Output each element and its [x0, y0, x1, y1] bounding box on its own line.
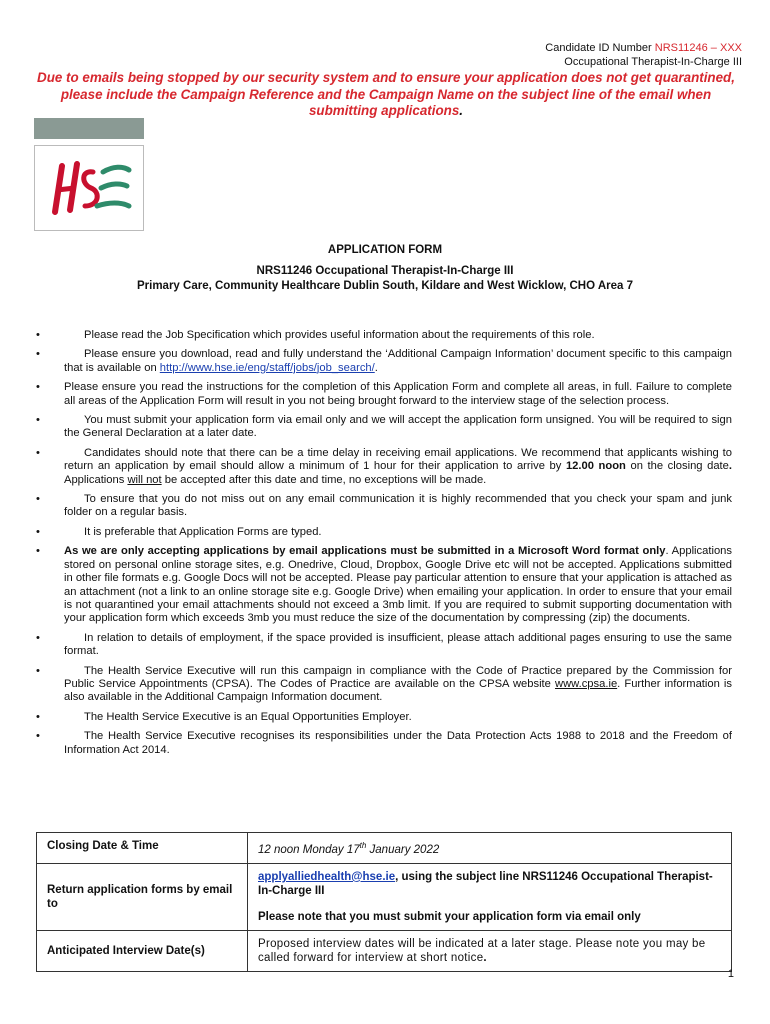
list-item: • It is preferable that Application Forms are typed. [36, 525, 322, 538]
closing-date-value: 12 noon Monday 17th January 2022 [248, 833, 732, 864]
list-item: • Please ensure you download, read and fully understand the ‘Additional Campaign Information’ document specific to this campaign that is available on http://www.hse.ie/eng/staff/jobs/job_search/. [36, 348, 732, 374]
interview-value: Proposed interview dates will be indicated at a later stage. Please note you may be called forward for interview at short notice. [248, 930, 732, 971]
list-item: • Candidates should note that there can be a time delay in receiving email applications. We recommend that applicants wishing to return an application by email should allow a minimum of 1 hour for their application to arrive by 12.00 noon on the closing date. Applications will not be accepted after this date and time, no exceptions will be made. [36, 446, 732, 486]
candidate-id-label: Candidate ID Number [545, 42, 655, 54]
bullet-icon: • [36, 631, 40, 644]
hse-logo-icon [35, 146, 143, 230]
page-number: 1 [727, 968, 734, 980]
list-item: • The Health Service Executive recognises its responsibilities under the Data Protection Acts 1988 to 2018 and the Freedom of Information Act 2014. [36, 730, 732, 756]
list-item: • As we are only accepting applications by email applications must be submitted in a Microsoft Word format only. Applications stored on personal online storage sites, e.g. Onedrive, Cloud, Dropbox, Google Drive etc will not be accepted. Applications submitted in other file formats e.g. Google Docs will not be accepted. Please pay particular attention to ensure that your application is attached as an attachment (not a link to an online storage site e.g. Google Drive) when emailing your application. In order to ensure that your email is not quarantined your email attachments should not exceed a 3mb limit. If you are required to submit supporting documentation with your application form which exceeds 3mb you must reduce the size of the documentation by compressing (zip) the documents. [36, 545, 732, 625]
jobs-link[interactable]: http://www.hse.ie/eng/staff/jobs/job_search/ [159, 361, 375, 374]
grey-banner [34, 118, 144, 139]
bullet-icon: • [36, 446, 40, 459]
candidate-id-value: NRS11246 – XXX [654, 42, 742, 54]
bullet-icon: • [36, 710, 40, 723]
list-item: • Please read the Job Specification which provides useful information about the requirements of this role. [36, 329, 595, 341]
list-item: • To ensure that you do not miss out on any email communication it is highly recommended that you check your spam and junk folder on a regular basis. [36, 493, 732, 519]
table-row [37, 930, 732, 971]
key-info-table [36, 832, 732, 972]
header-job-title: Occupational Therapist-In-Charge III [564, 56, 742, 68]
campaign-title: NRS11246 Occupational Therapist-In-Charge III [256, 265, 514, 277]
bullet-icon: • [36, 329, 40, 341]
bullet-icon: • [36, 664, 40, 677]
bullet-icon: • [36, 545, 40, 558]
email-notice-text: Due to emails being stopped by our security system and to ensure your application does not get quarantined, please include the Campaign Reference and the Campaign Name on the subject line of the email when submitting applications [37, 70, 735, 118]
list-item: • You must submit your application form via email only and we will accept the application form unsigned. You will be required to sign the General Declaration at a later date. [36, 414, 732, 440]
bullet-icon: • [36, 381, 40, 394]
email-notice-end: . [459, 103, 463, 118]
table-row [37, 863, 732, 930]
table-row [37, 833, 732, 864]
bullet-icon: • [36, 525, 40, 538]
instructions-list [36, 329, 732, 763]
email-only-note: Please note that you must submit your application form via email only [258, 910, 641, 923]
list-item: • The Health Service Executive is an Equal Opportunities Employer. [36, 710, 412, 723]
closing-date-label: Closing Date & Time [37, 833, 248, 864]
bullet-icon: • [36, 730, 40, 743]
cpsa-link[interactable]: www.cpsa.ie [554, 677, 618, 690]
return-value: applyalliedhealth@hse.ie, using the subject line NRS11246 Occupational Therapist-In-Charge III Please note that you must submit your application form via email only [248, 863, 732, 930]
return-label: Return application forms by email to [37, 863, 248, 930]
bullet-icon: • [36, 414, 40, 427]
hse-logo [34, 145, 144, 231]
list-item: • In relation to details of employment, if the space provided is insufficient, please attach additional pages ensuring to use the same format. [36, 631, 732, 658]
return-email-link[interactable]: applyalliedhealth@hse.ie [258, 870, 396, 883]
bullet-icon: • [36, 348, 40, 361]
list-item: • Please ensure you read the instructions for the completion of this Application Form and complete all areas, in full. Failure to complete all areas of the Application Form will result in you not being brought forward to the interview stage of the selection process. [36, 381, 732, 407]
email-notice [36, 70, 736, 120]
interview-label: Anticipated Interview Date(s) [37, 930, 248, 971]
campaign-location: Primary Care, Community Healthcare Dublin South, Kildare and West Wicklow, CHO Area 7 [136, 280, 633, 292]
bullet-icon: • [36, 493, 40, 506]
list-item: • The Health Service Executive will run this campaign in compliance with the Code of Practice prepared by the Commission for Public Service Appointments (CPSA). The Codes of Practice are available on the CPSA website www.cpsa.ie. Further information is also available in the Additional Campaign Information document. [36, 664, 732, 704]
form-heading: APPLICATION FORM [327, 244, 443, 256]
candidate-id-line [545, 42, 742, 55]
